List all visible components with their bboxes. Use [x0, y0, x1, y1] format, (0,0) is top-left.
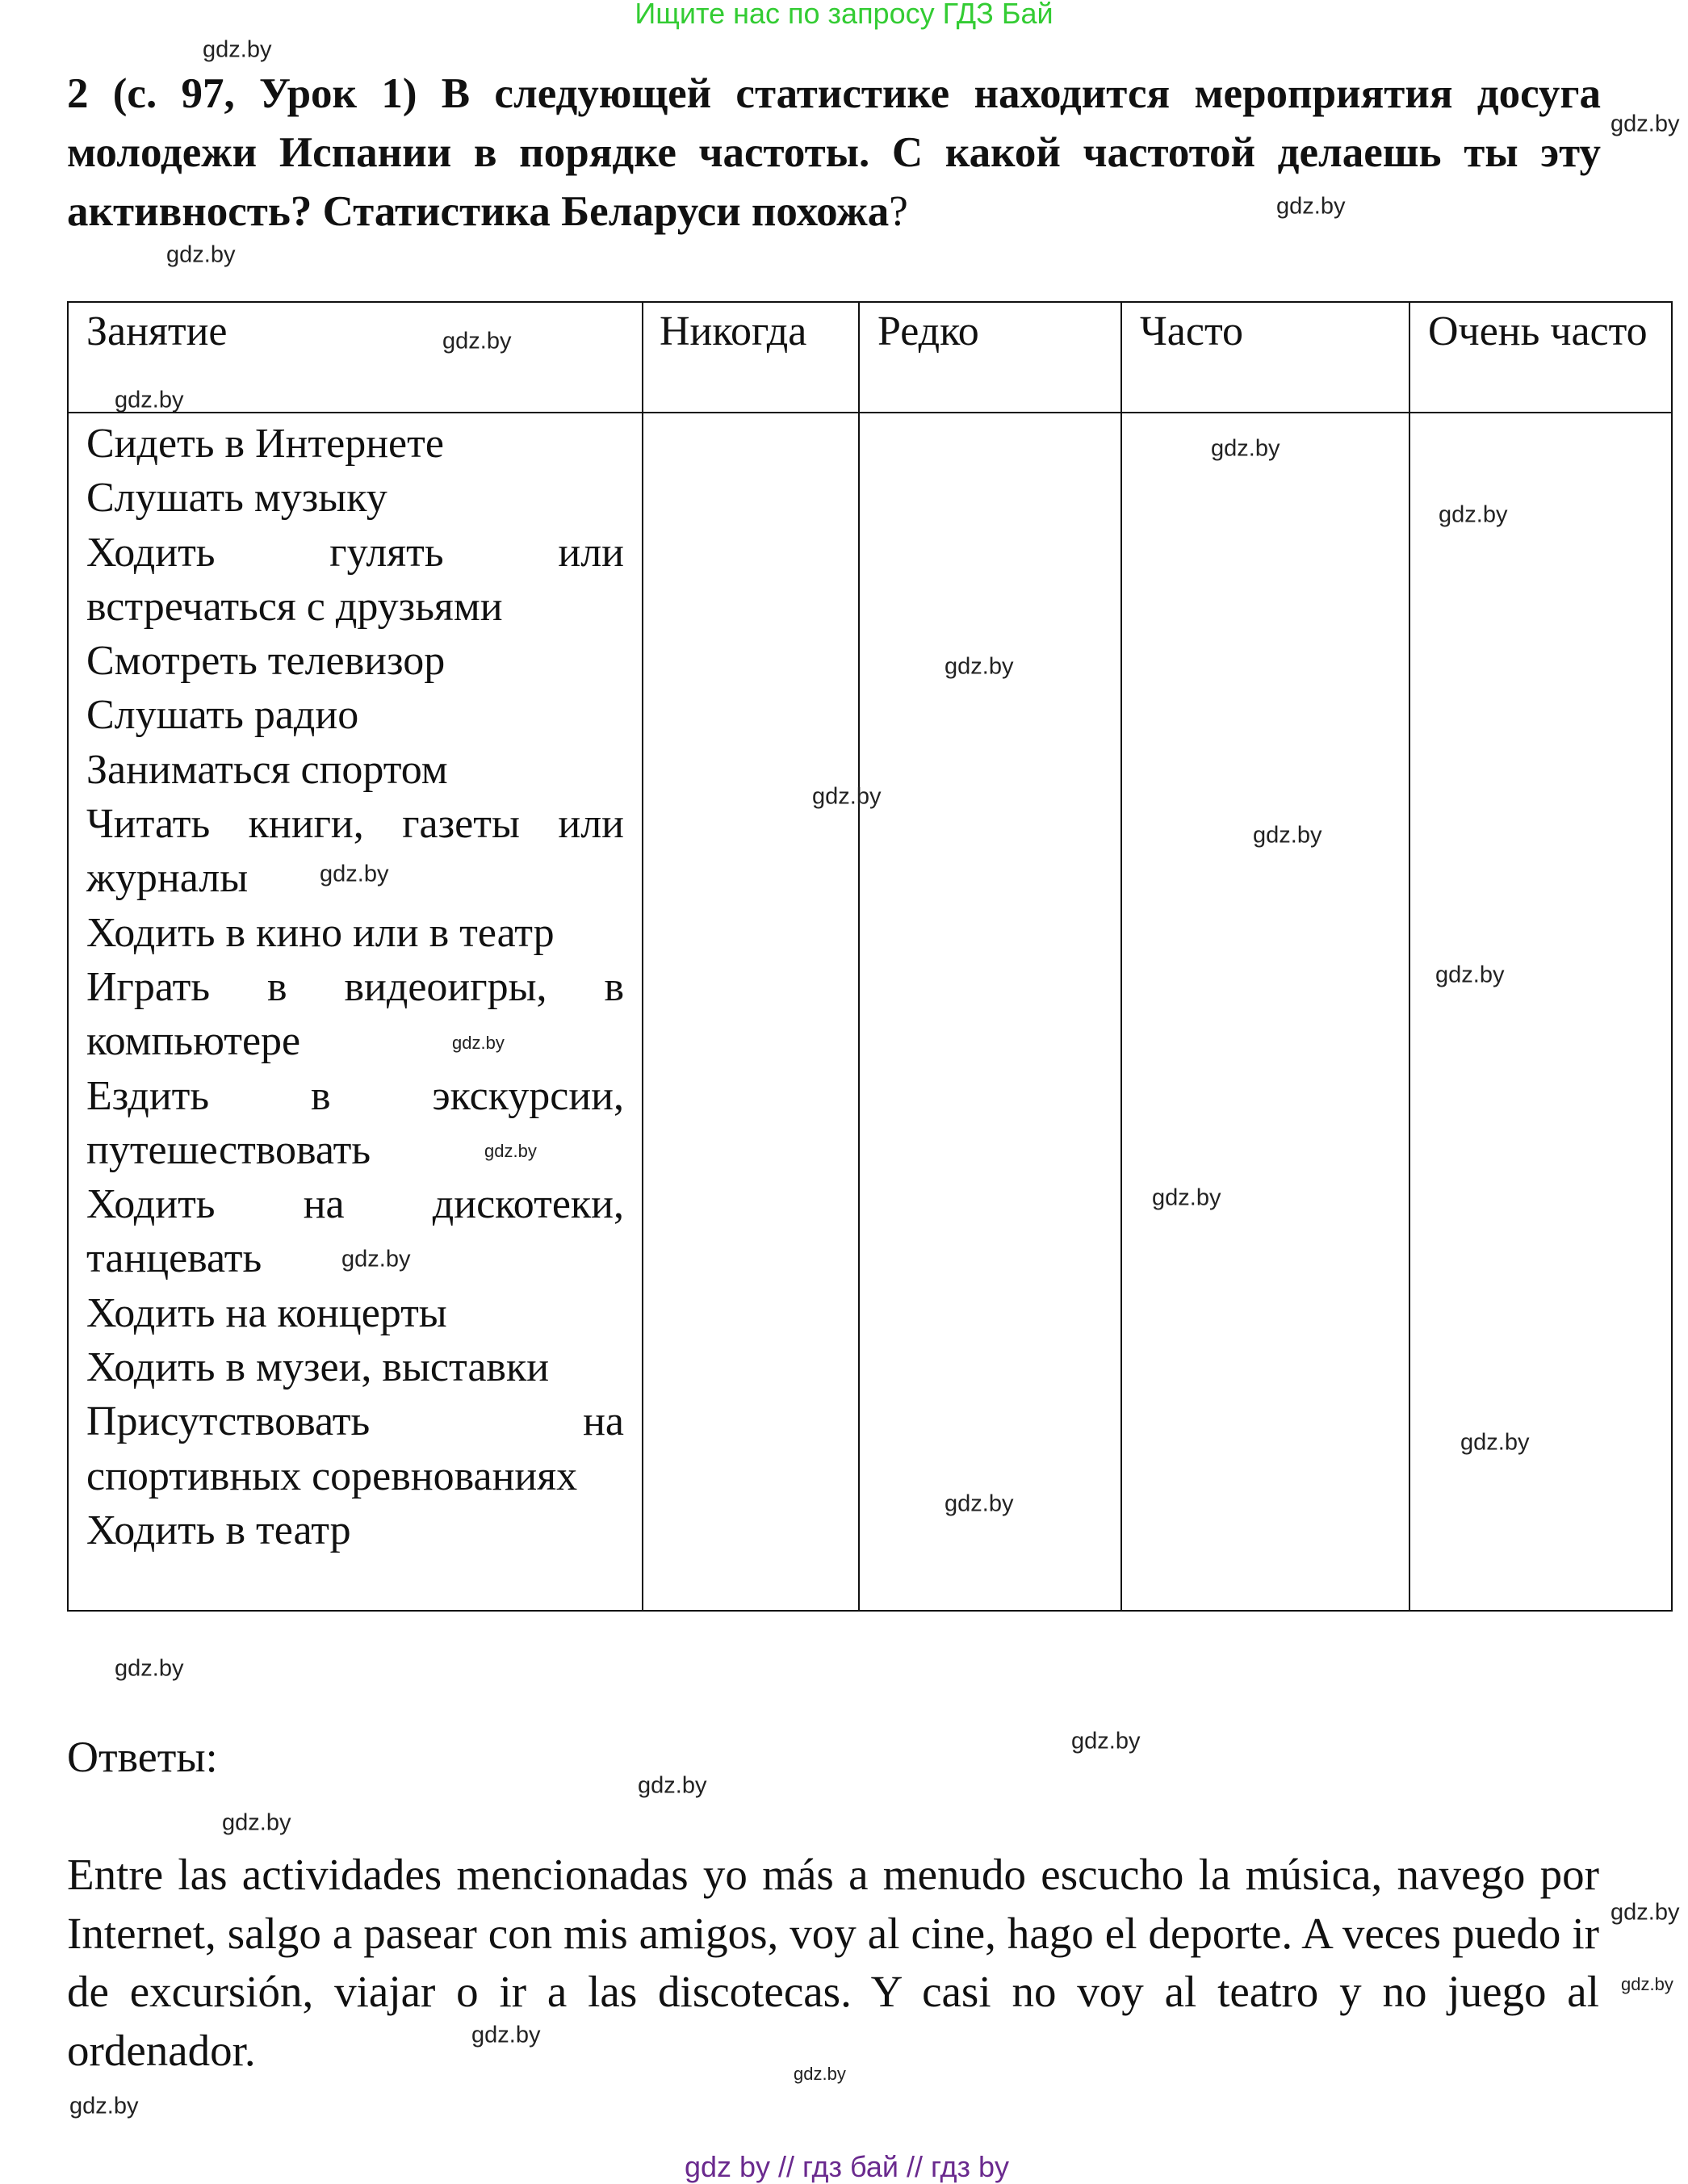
watermark: gdz.by [320, 861, 389, 887]
table-body-row [68, 413, 1672, 1611]
header-often: Часто [1121, 302, 1409, 413]
never-cell [643, 413, 859, 1611]
watermark: gdz.by [115, 387, 184, 413]
exercise-title-text: 2 (с. 97, Урок 1) В следующей статистике находится мероприятия досуга молодежи Испании в порядке частоты. С какой частотой делаешь ты эту активность? Статистика Беларуси похожа [67, 70, 1601, 235]
rarely-cell [859, 413, 1121, 1611]
footer-links[interactable]: gdz by // гдз бай // гдз by [684, 2150, 1010, 2183]
activity-item: Ходить на дискотеки, танцевать [86, 1181, 624, 1282]
watermark: gdz.by [638, 1772, 707, 1799]
very-often-cell [1409, 413, 1672, 1611]
header-rarely: Редко [859, 302, 1121, 413]
watermark: gdz.by [812, 783, 882, 810]
watermark: gdz.by [1276, 193, 1346, 220]
activity-item: Слушать радио [86, 692, 359, 739]
exercise-title [67, 65, 1601, 241]
watermark: gdz.by [341, 1246, 411, 1272]
header-never: Никогда [643, 302, 859, 413]
activity-item: Ходить гулять или встречаться с друзьями [86, 529, 624, 630]
activity-item: Смотреть телевизор [86, 638, 446, 685]
activity-item: Сидеть в Интернете [86, 421, 444, 467]
activity-item: Ходить в театр [86, 1507, 351, 1553]
frequency-table [67, 301, 1673, 1612]
answer-text: Entre las actividades mencionadas yo más a menudo escucho la música, navego por Internet, salgo a pasear con mis amigos, voy al cine, hago el deporte. A veces puedo ir de excursión, viajar o ir a las discotecas. Y casi no voy al teatro y no juego al ordenador. [67, 1850, 1599, 2075]
activity-item: Ходить на концерты [86, 1289, 447, 1336]
activity-item: Играть в видеоигры, в компьютере [86, 963, 624, 1065]
activity-item: Ходить в кино или в театр [86, 909, 555, 956]
watermark: gdz.by [794, 2064, 846, 2084]
watermark: gdz.by [1611, 1899, 1680, 1926]
watermark: gdz.by [1439, 501, 1508, 528]
activity-item: Заниматься спортом [86, 746, 448, 793]
header-very-often: Очень часто [1409, 302, 1672, 413]
watermark: gdz.by [484, 1141, 537, 1161]
watermark: gdz.by [115, 1655, 184, 1682]
activity-item: Читать книги, газеты или журналы [86, 801, 624, 902]
watermark: gdz.by [1152, 1184, 1221, 1211]
search-banner: Ищите нас по запросу ГДЗ Бай [635, 0, 1053, 30]
watermark: gdz.by [69, 2093, 139, 2119]
activity-item: Присутствовать на спортивных соревнованиях [86, 1398, 624, 1499]
watermark: gdz.by [452, 1033, 505, 1053]
watermark: gdz.by [471, 2022, 541, 2048]
watermark: gdz.by [1621, 1974, 1673, 1994]
answers-label: Ответы: [67, 1733, 218, 1781]
watermark: gdz.by [166, 241, 236, 268]
watermark: gdz.by [1460, 1429, 1530, 1456]
header-activity: Занятие [68, 302, 643, 413]
table-header-row [68, 302, 1672, 413]
watermark: gdz.by [945, 653, 1014, 680]
watermark: gdz.by [203, 36, 272, 63]
watermark: gdz.by [945, 1490, 1014, 1517]
activities-cell [68, 413, 643, 1611]
watermark: gdz.by [1211, 435, 1280, 462]
watermark: gdz.by [222, 1809, 291, 1836]
often-cell [1121, 413, 1409, 1611]
watermark: gdz.by [1071, 1728, 1141, 1754]
watermark: gdz.by [442, 328, 512, 354]
watermark: gdz.by [1611, 111, 1680, 137]
exercise-title-qmark: ? [889, 188, 908, 235]
activity-item: Ходить в музеи, выставки [86, 1344, 550, 1391]
watermark: gdz.by [1253, 822, 1322, 849]
watermark: gdz.by [1435, 962, 1505, 988]
activity-item: Ездить в экскурсии, путешествовать [86, 1072, 624, 1173]
activity-item: Слушать музыку [86, 475, 387, 522]
